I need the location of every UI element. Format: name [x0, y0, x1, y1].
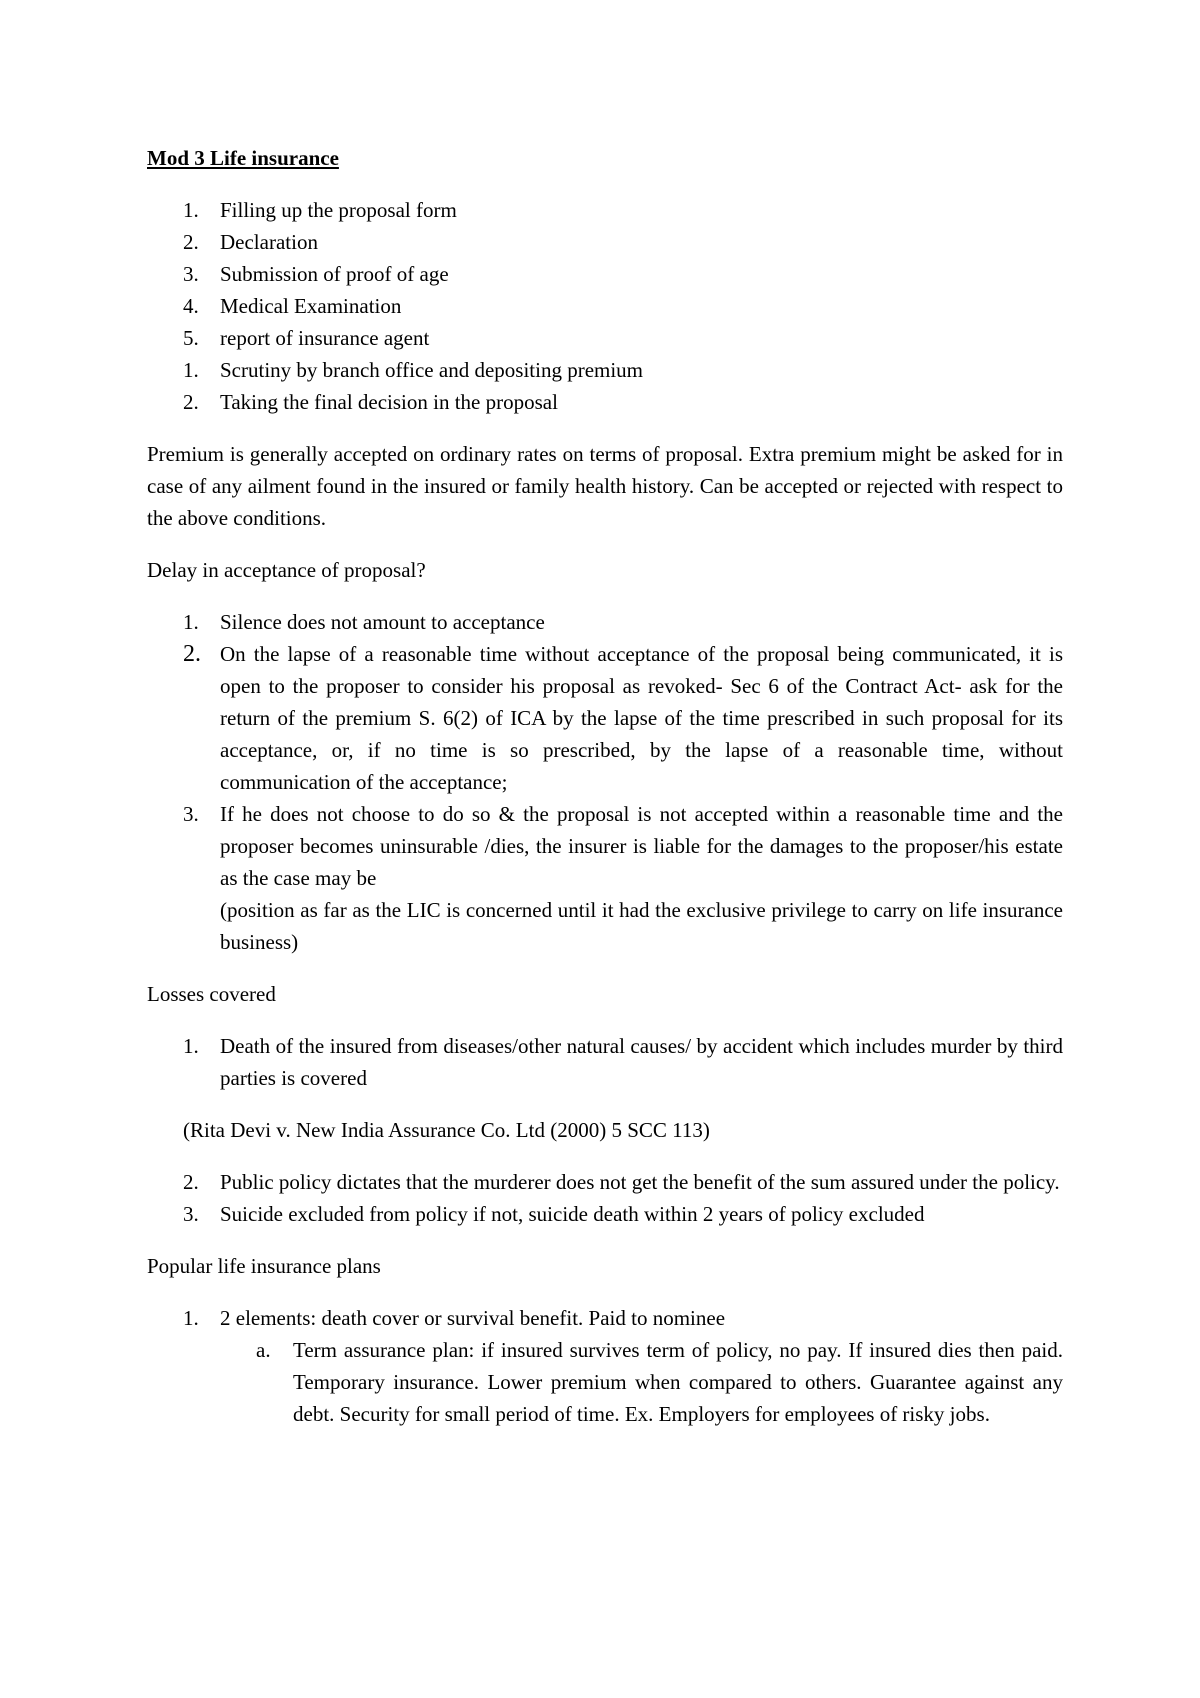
list-item	[147, 226, 1063, 258]
list-item-text: On the lapse of a reasonable time without acceptance of the proposal being communicated, it is open to the proposer to consider his proposal as revoked- Sec 6 of the Contract Act- ask for the return of the premium S. 6(2) of ICA by the lapse of the time prescribed in such proposal for its acceptance, or, if no time is so prescribed, by the lapse of a reasonable time, without communication of the acceptance;	[220, 642, 1063, 794]
list-number: 1.	[183, 1034, 199, 1058]
list-number: 3.	[183, 1202, 199, 1226]
list-item	[147, 258, 1063, 290]
list-number: 1.	[183, 198, 199, 222]
losses-list	[147, 1030, 1063, 1094]
losses-heading: Losses covered	[147, 982, 276, 1006]
list-number: 4.	[183, 294, 199, 318]
list-number: 2.	[183, 641, 201, 667]
list-item	[147, 354, 1063, 386]
list-item-text: Submission of proof of age	[220, 262, 449, 286]
premium-paragraph: Premium is generally accepted on ordinary rates on terms of proposal. Extra premium might be asked for in case of any ailment found in the insured or family health history. Can be accepted or rejected with respect to the above conditions.	[147, 442, 1063, 530]
list-item	[147, 1030, 1063, 1094]
list-item	[147, 1302, 1063, 1430]
list-item	[147, 1166, 1063, 1198]
losses-list-continued	[147, 1166, 1063, 1230]
sublist-item-text: Term assurance plan: if insured survives term of policy, no pay. If insured dies then paid. Temporary insurance. Lower premium when compared to others. Guarantee against any debt. Security for small period of time. Ex. Employers for employees of risky jobs.	[293, 1338, 1063, 1426]
list-item-text: Death of the insured from diseases/other natural causes/ by accident which includes murder by third parties is covered	[220, 1034, 1063, 1090]
list-item	[147, 194, 1063, 226]
list-item-note: (position as far as the LIC is concerned until it had the exclusive privilege to carry on life insurance business)	[220, 898, 1063, 954]
sublist-item	[220, 1334, 1063, 1430]
list-item-text: Public policy dictates that the murderer does not get the benefit of the sum assured under the policy.	[220, 1170, 1060, 1194]
list-number: 1.	[183, 610, 199, 634]
list-number: 1.	[183, 1306, 199, 1330]
list-number: 1.	[183, 358, 199, 382]
list-item-text: Silence does not amount to acceptance	[220, 610, 545, 634]
list-item	[147, 606, 1063, 638]
list-item	[147, 1198, 1063, 1230]
list-item	[147, 638, 1063, 798]
list-number: 3.	[183, 262, 199, 286]
list-item-text: If he does not choose to do so & the proposal is not accepted within a reasonable time and the proposer becomes uninsurable /dies, the insurer is liable for the damages to the proposer/his estate as the case may be	[220, 802, 1063, 890]
plans-list	[147, 1302, 1063, 1430]
list-item-text: report of insurance agent	[220, 326, 430, 350]
list-number: 5.	[183, 326, 199, 350]
list-item-text: Taking the final decision in the proposal	[220, 390, 558, 414]
list-number: 2.	[183, 390, 199, 414]
list-item	[147, 290, 1063, 322]
delay-list	[147, 606, 1063, 958]
list-item-text: Scrutiny by branch office and depositing premium	[220, 358, 644, 382]
list-item-text: Medical Examination	[220, 294, 402, 318]
list-item-text: Declaration	[220, 230, 318, 254]
plans-heading: Popular life insurance plans	[147, 1254, 381, 1278]
list-item	[147, 386, 1063, 418]
delay-heading: Delay in acceptance of proposal?	[147, 558, 426, 582]
list-number: 2.	[183, 1170, 199, 1194]
case-citation: (Rita Devi v. New India Assurance Co. Ltd (2000) 5 SCC 113)	[183, 1118, 710, 1142]
list-number: 3.	[183, 802, 199, 826]
document-page	[147, 142, 1063, 1450]
list-item	[147, 322, 1063, 354]
list-number: 2.	[183, 230, 199, 254]
sublist-letter: a.	[256, 1338, 271, 1362]
list-item-text: Filling up the proposal form	[220, 198, 457, 222]
document-title: Mod 3 Life insurance	[147, 146, 339, 170]
plans-sublist	[220, 1334, 1063, 1430]
proposal-steps-list	[147, 194, 1063, 418]
list-item	[147, 798, 1063, 958]
list-item-text: 2 elements: death cover or survival benefit. Paid to nominee	[220, 1306, 726, 1330]
list-item-text: Suicide excluded from policy if not, suicide death within 2 years of policy excluded	[220, 1202, 925, 1226]
